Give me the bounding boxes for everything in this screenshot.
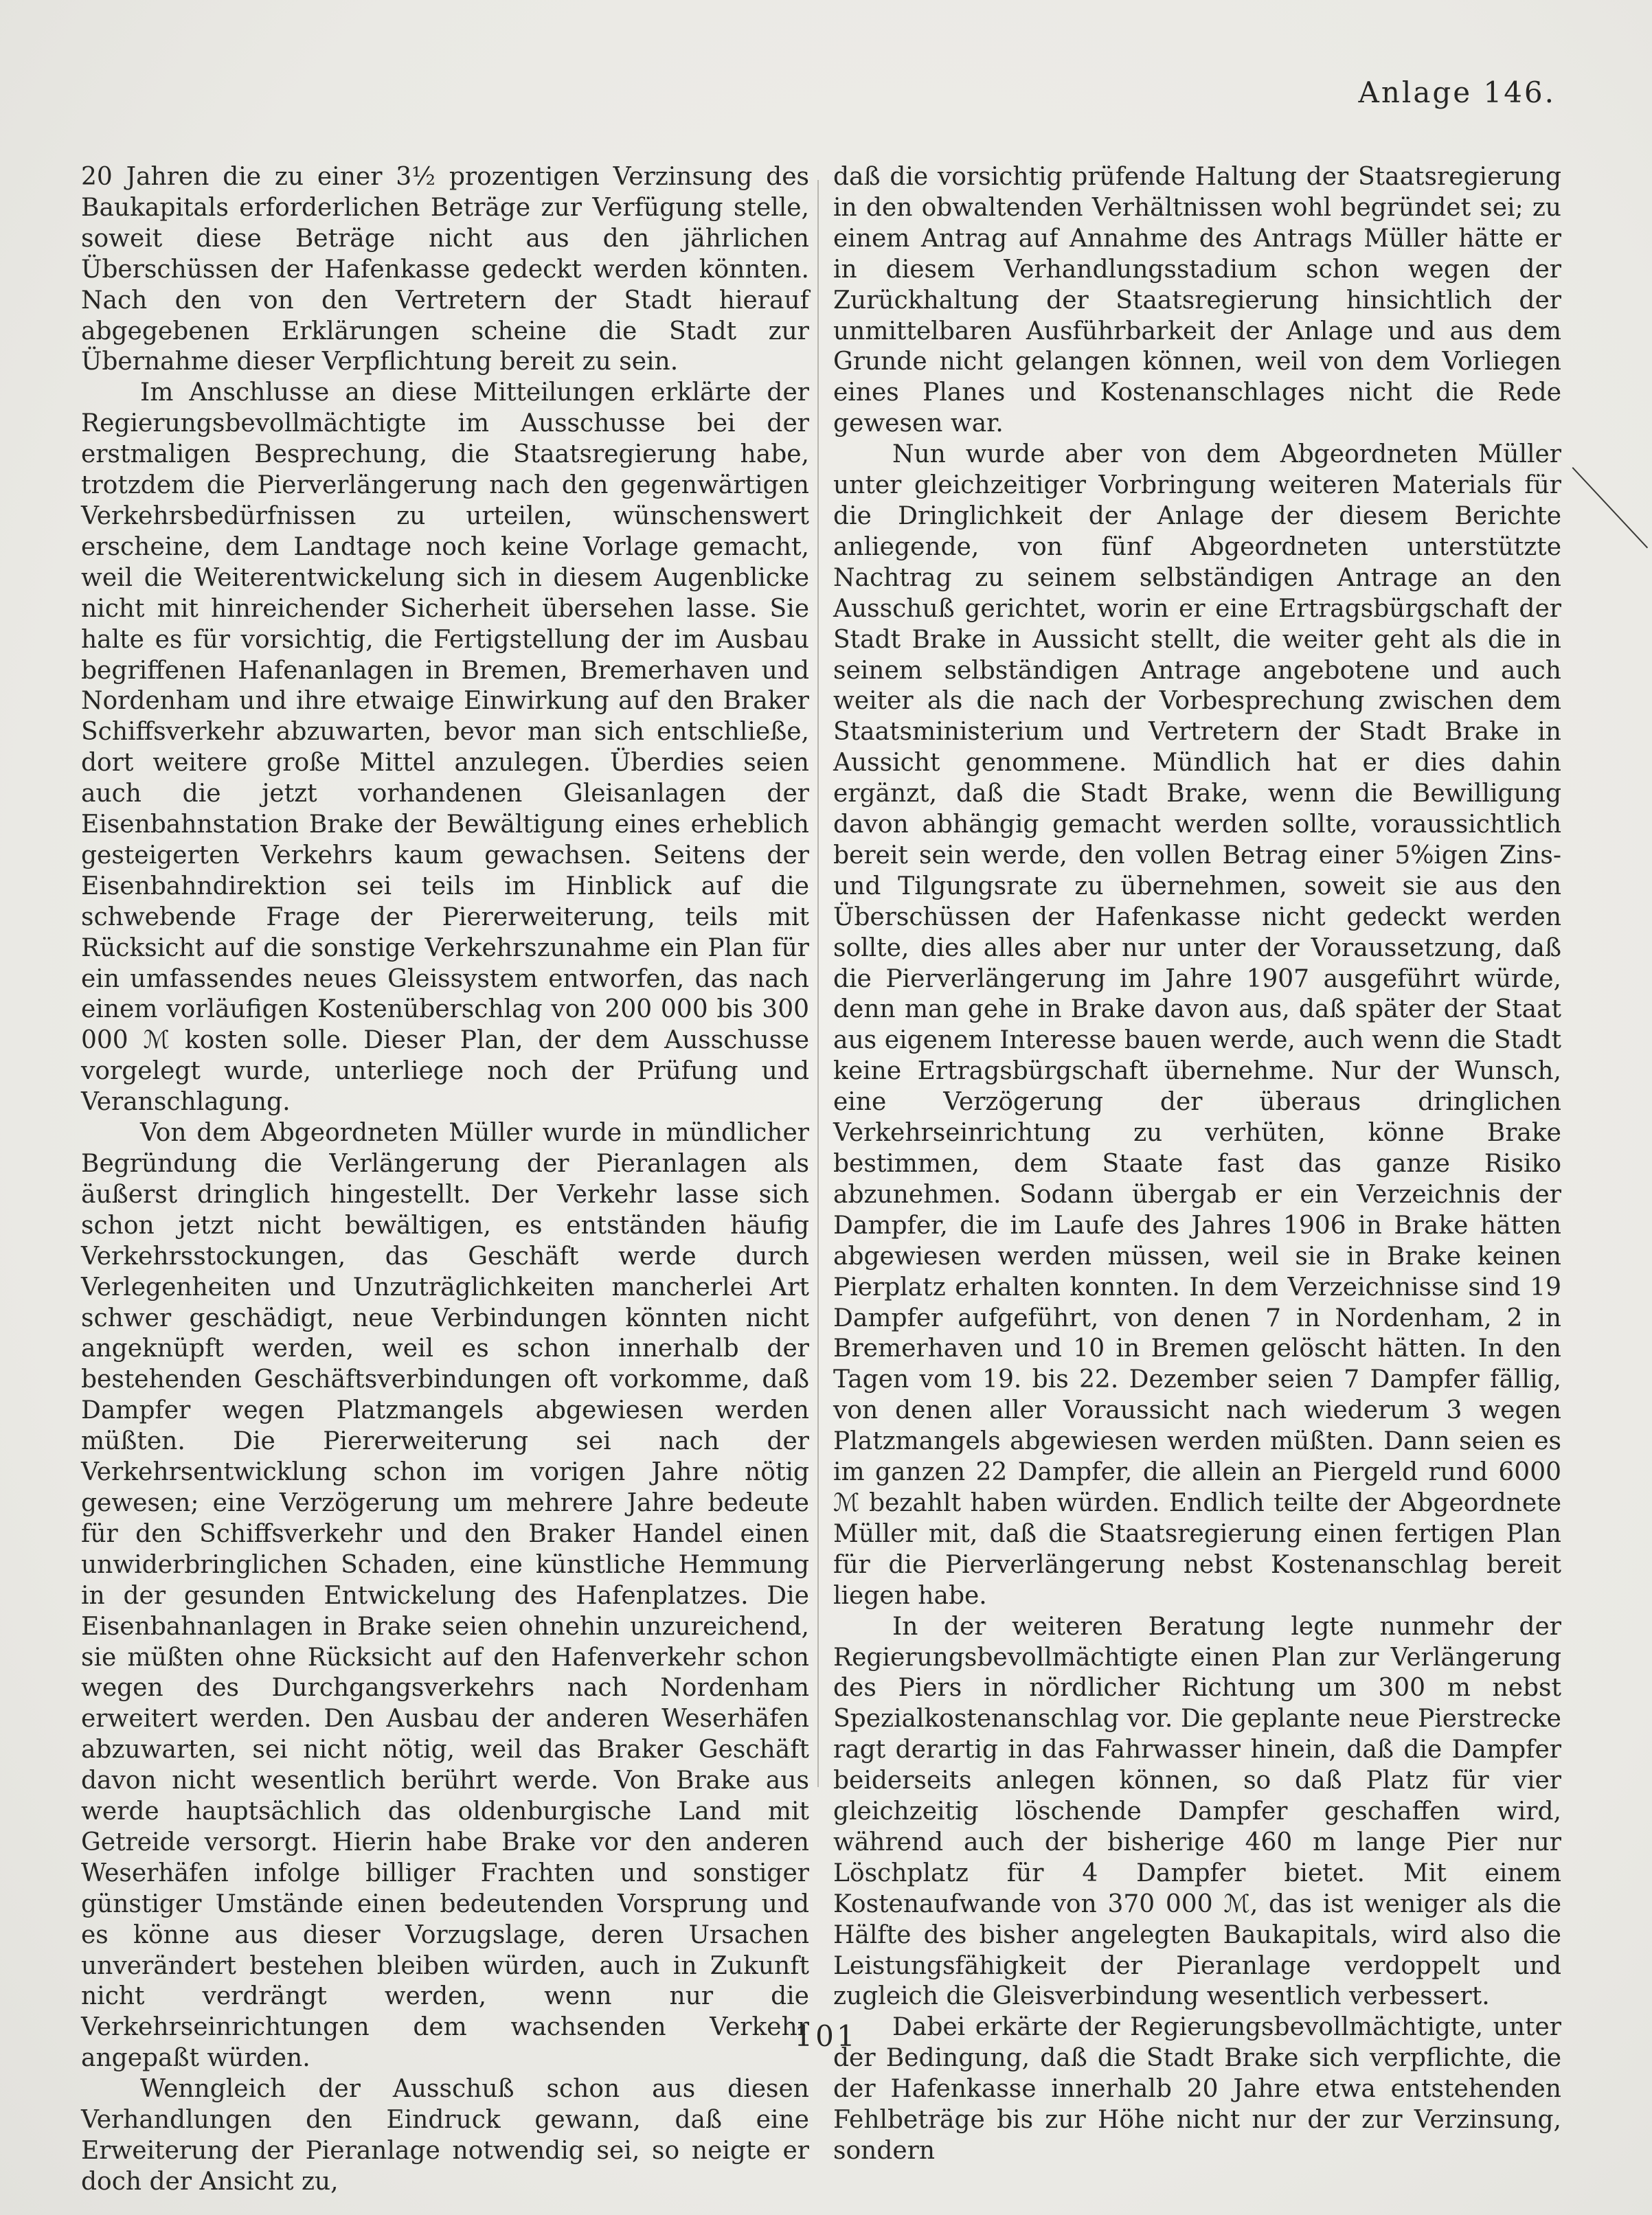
paragraph: daß die vorsichtig prüfende Haltung der Staatsregierung in den obwaltenden Verhältnissen wohl begründet sei; zu einem Antrag auf Annahme des Antrags Müller hätte er in diesem Verhandlungsstadium schon wegen der Zurückhaltung der Staatsregierung hinsichtlich der unmittelbaren Ausführbarkeit der Anlage und aus dem Grunde nicht gelangen können, weil von dem Vorliegen eines Planes und Kostenanschlages nicht die Rede gewesen war. — [833, 163, 1561, 438]
paragraph: In der weiteren Beratung legte nunmehr der Regierungsbevollmächtigte einen Plan zur Verlängerung des Piers in nördlicher Richtung um 300 m nebst Spezialkostenanschlag vor. Die geplante neue Pierstrecke ragt derartig in das Fahrwasser hinein, daß die Dampfer beiderseits anlegen können, so daß Platz für vier gleichzeitig löschende Dampfer geschaffen wird, während auch der bisherige 460 m lange Pier nur Löschplatz für 4 Dampfer bietet. Mit einem Kostenaufwande von 370 000 ℳ, das ist weniger als die Hälfte des bisher angelegten Baukapitals, wird also die Leistungsfähigkeit der Pieranlage verdoppelt und zugleich die Gleisverbindung wesentlich verbessert. — [833, 1612, 1561, 2011]
page-number: 101 — [794, 2019, 858, 2053]
paragraph: Nun wurde aber von dem Abgeordneten Müller unter gleichzeitiger Vorbringung weiteren Materials für die Dringlichkeit der Anlage der diesem Berichte anliegende, von fünf Abgeordneten unterstützte Nachtrag zu seinem selbständigen Antrage an den Ausschuß gerichtet, worin er eine Ertragsbürgschaft der Stadt Brake in Aussicht stellt, die weiter geht als die in seinem selbständigen Antrage angebotene und auch weiter als die nach der Vorbesprechung zwischen dem Staatsministerium und Vertretern der Stadt Brake in Aussicht genommene. Mündlich hat er dies dahin ergänzt, daß die Stadt Brake, wenn die Bewilligung davon abhängig gemacht werden sollte, voraussichtlich bereit sein werde, den vollen Betrag einer 5%igen Zins- und Tilgungsrate zu übernehmen, soweit sie aus den Überschüssen der Hafenkasse nicht gedeckt werden sollte, dies alles aber nur unter der Voraussetzung, daß die Pierverlängerung im Jahre 1907 ausgeführt würde, denn man gehe in Brake davon aus, daß später der Staat aus eigenem Interesse bauen werde, auch wenn die Stadt keine Ertragsbürgschaft übernehme. Nur der Wunsch, eine Verzögerung der überaus dringlichen Verkehrseinrichtung zu verhüten, könne Brake bestimmen, dem Staate fast das ganze Risiko abzunehmen. Sodann übergab er ein Verzeichnis der Dampfer, die im Laufe des Jahres 1906 in Brake hätten abgewiesen werden müssen, weil sie in Brake keinen Pierplatz erhalten konnten. In dem Verzeichnisse sind 19 Dampfer aufgeführt, von denen 7 in Nordenham, 2 in Bremerhaven und 10 in Bremen gelöscht hätten. In den Tagen vom 19. bis 22. Dezember seien 7 Dampfer fällig, von denen aller Voraussicht nach wiederum 3 wegen Platzmangels abgewiesen werden müßten. Dann seien es im ganzen 22 Dampfer, die allein an Piergeld rund 6000 ℳ bezahlt haben würden. Endlich teilte der Abgeordnete Müller mit, daß die Staatsregierung einen fertigen Plan für die Pierverlängerung nebst Kostenanschlag bereit liegen habe. — [833, 440, 1561, 1610]
paragraph: Im Anschlusse an diese Mitteilungen erklärte der Regierungsbevollmächtigte im Ausschusse bei der erstmaligen Besprechung, die Staatsregierung habe, trotzdem die Pierverlängerung nach den gegenwärtigen Verkehrsbedürfnissen zu urteilen, wünschenswert erscheine, dem Landtage noch keine Vorlage gemacht, weil die Weiterentwickelung sich in diesem Augenblicke nicht mit hinreichender Sicherheit übersehen lasse. Sie halte es für vorsichtig, die Fertigstellung der im Ausbau begriffenen Hafenanlagen in Bremen, Bremerhaven und Nordenham und ihre etwaige Einwirkung auf den Braker Schiffsverkehr abzuwarten, bevor man sich entschließe, dort weitere große Mittel anzulegen. Überdies seien auch die jetzt vorhandenen Gleisanlagen der Eisenbahnstation Brake der Bewältigung eines erheblich gesteigerten Verkehrs kaum gewachsen. Seitens der Eisenbahndirektion sei teils im Hinblick auf die schwebende Frage der Piererweiterung, teils mit Rücksicht auf die sonstige Verkehrszunahme ein Plan für ein umfassendes neues Gleissystem entworfen, das nach einem vorläufigen Kostenüberschlag von 200 000 bis 300 000 ℳ kosten solle. Dieser Plan, der dem Ausschusse vorgelegt wurde, unterliege noch der Prüfung und Veranschlagung. — [81, 378, 809, 1117]
column-divider — [817, 180, 819, 1787]
left-column — [81, 162, 809, 2198]
paragraph: Wenngleich der Ausschuß schon aus diesen Verhandlungen den Eindruck gewann, daß eine Erweiterung der Pieranlage notwendig sei, so neigte er doch der Ansicht zu, — [81, 2075, 809, 2196]
paragraph: 20 Jahren die zu einer 3½ prozentigen Verzinsung des Baukapitals erforderlichen Beträge zur Verfügung stelle, soweit diese Beträge nicht aus den jährlichen Überschüssen der Hafenkasse gedeckt werden könnten. Nach den von den Vertretern der Stadt hierauf abgegebenen Erklärungen scheine die Stadt zur Übernahme dieser Verpflichtung bereit zu sein. — [81, 163, 809, 376]
right-column — [833, 162, 1561, 2167]
margin-pencil-mark — [1572, 467, 1649, 548]
attachment-label: Anlage 146. — [1358, 76, 1556, 109]
paragraph: Von dem Abgeordneten Müller wurde in mündlicher Begründung die Verlängerung der Pieranlagen als äußerst dringlich hingestellt. Der Verkehr lasse sich schon jetzt nicht bewältigen, es entständen häufig Verkehrsstockungen, das Geschäft werde durch Verlegenheiten und Unzuträglichkeiten mancherlei Art schwer geschädigt, neue Verbindungen könnten nicht angeknüpft werden, weil es schon innerhalb der bestehenden Geschäftsverbindungen oft vorkomme, daß Dampfer wegen Platzmangels abgewiesen werden müßten. Die Piererweiterung sei nach der Verkehrsentwicklung schon im vorigen Jahre nötig gewesen; eine Verzögerung um mehrere Jahre bedeute für den Schiffsverkehr und den Braker Handel einen unwiderbringlichen Schaden, eine künstliche Hemmung in der gesunden Entwickelung des Hafenplatzes. Die Eisenbahnanlagen in Brake seien ohnehin unzureichend, sie müßten ohne Rücksicht auf den Hafenverkehr schon wegen des Durchgangsverkehrs nach Nordenham erweitert werden. Den Ausbau der anderen Weserhäfen abzuwarten, sei nicht nötig, weil das Braker Geschäft davon nicht wesentlich berührt werde. Von Brake aus werde hauptsächlich das oldenburgische Land mit Getreide versorgt. Hierin habe Brake vor den anderen Weserhäfen infolge billiger Frachten und sonstiger günstiger Umstände einen bedeutenden Vorsprung und es könne aus dieser Vorzugslage, deren Ursachen unverändert bestehen bleiben würden, auch in Zukunft nicht verdrängt werden, wenn nur die Verkehrseinrichtungen dem wachsenden Verkehr angepaßt würden. — [81, 1119, 809, 2073]
paragraph: Dabei erkärte der Regierungsbevollmächtigte, unter der Bedingung, daß die Stadt Brake sich verpflichte, die der Hafenkasse innerhalb 20 Jahre etwa entstehenden Fehlbeträge bis zur Höhe nicht nur der zur Verzinsung, sondern — [833, 2013, 1561, 2165]
